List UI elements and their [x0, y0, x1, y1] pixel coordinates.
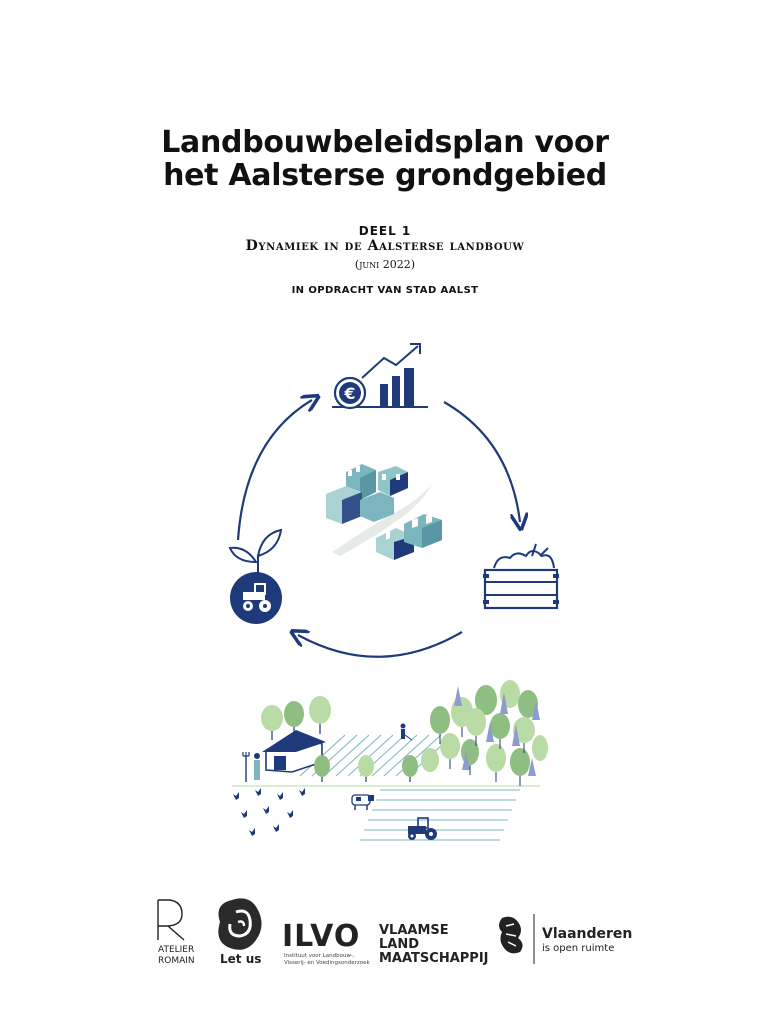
part-label: DEEL 1 [358, 224, 412, 238]
vlaanderen-label: Vlaanderen [542, 926, 633, 942]
vegetable-crate-icon [483, 544, 559, 608]
cow [352, 795, 374, 810]
ilvo-logo [282, 919, 371, 966]
landscape-illustration [232, 680, 548, 840]
vlaanderen-logo [499, 914, 632, 964]
walker-figure [401, 724, 413, 741]
economy-icon [332, 344, 428, 408]
title-line-2: het Aalsterse grondgebied [163, 158, 607, 193]
vlaanderen-subtitle: is open ruimte [542, 943, 615, 954]
title-line-1: Landbouwbeleidsplan voor [161, 125, 609, 160]
atelier-romain-line1: ATELIER [158, 945, 195, 955]
sprout-tractor-icon [230, 530, 282, 624]
vlm-line2: LAND [379, 937, 420, 952]
commission-line: IN OPDRACHT VAN STAD AALST [291, 285, 479, 296]
ilvo-label: ILVO [282, 919, 361, 954]
vlm-logo [379, 923, 489, 966]
field-tractor [408, 818, 437, 840]
letus-logo [218, 898, 261, 966]
atelier-romain-logo [158, 900, 195, 966]
crop-plants [233, 788, 305, 836]
arrow-left [238, 400, 312, 540]
arrow-top-right [444, 402, 520, 522]
farmer-figure [243, 752, 260, 782]
orchard-forest [421, 680, 548, 786]
ilvo-subtitle-line2: Visserij- en Voedingsonderzoek [284, 960, 370, 966]
flemish-lion-icon [499, 917, 523, 954]
urbanisation-illustration [326, 464, 442, 560]
letus-label: Let us [220, 952, 262, 966]
atelier-romain-line2: ROMAIN [158, 956, 195, 966]
document-date: (juni 2022) [354, 258, 416, 271]
arrow-bottom [298, 632, 462, 657]
euro-glyph: € [344, 384, 356, 403]
ilvo-subtitle-line1: Instituut voor Landbouw-, [284, 953, 355, 959]
document-subtitle: Dynamiek in de Aalsterse landbouw [245, 238, 525, 254]
vlm-line3: MAATSCHAPPIJ [379, 951, 489, 966]
vlm-line1: VLAAMSE [379, 923, 449, 938]
